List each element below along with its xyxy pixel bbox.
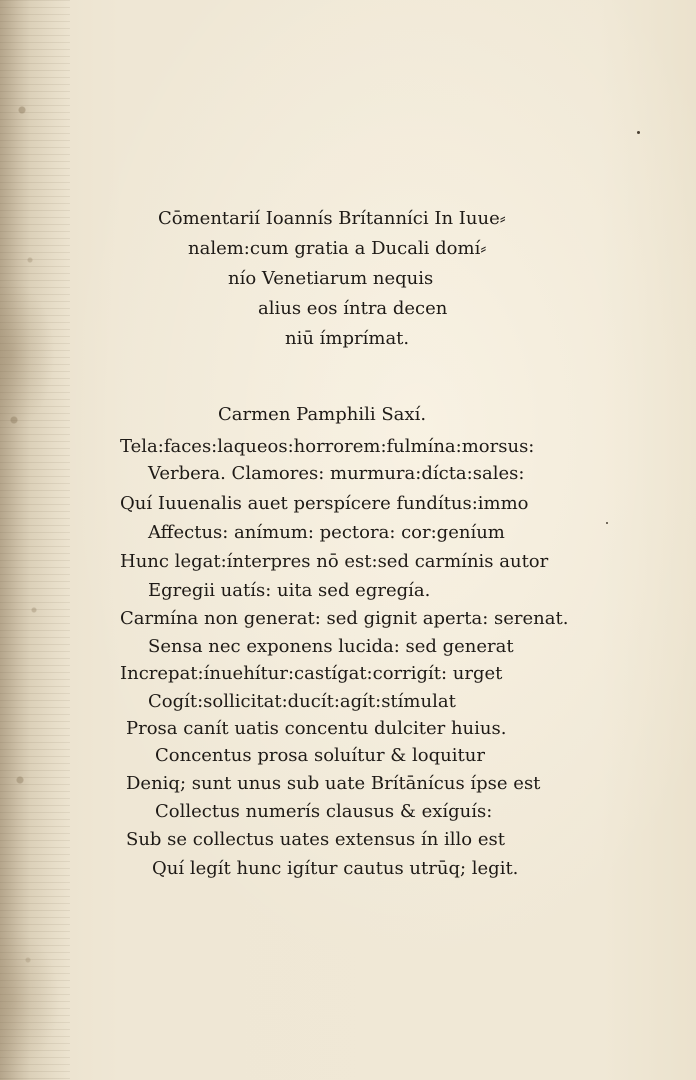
poem-line: Sub se collectus uates extensus ín illo est <box>126 829 505 850</box>
ink-speck <box>606 522 608 524</box>
poem-line: Cogít:sollicitat:ducít:agít:stímulat <box>148 691 456 712</box>
poem-line: Affectus: anímum: pectora: cor:geníum <box>148 522 505 543</box>
poem-heading: Carmen Pamphili Saxí. <box>218 404 427 425</box>
poem-line: Collectus numerís clausus & exíguís: <box>155 801 493 822</box>
title-line: alius eos íntra decen <box>258 298 448 319</box>
poem-line: Deniq; sunt unus sub uate Brítānícus ípse est <box>126 773 541 794</box>
poem-line: Tela:faces:laqueos:horrorem:fulmína:morsus: <box>120 436 535 457</box>
poem-line: Carmína non generat: sed gignit aperta: serenat. <box>120 608 569 629</box>
title-line: nalem:cum gratia a Ducali domí⸗ <box>188 238 487 259</box>
poem-line: Egregii uatís: uita sed egregía. <box>148 580 431 601</box>
title-line: Cōmentarií Ioannís Brítanníci In Iuue⸗ <box>158 208 506 229</box>
poem-line: Prosa canít uatis concentu dulciter huius. <box>126 718 507 739</box>
title-line: nío Venetiarum nequis <box>228 268 434 289</box>
binding-gutter <box>0 0 70 1080</box>
paper-stain <box>0 930 60 1070</box>
title-line: niū ímprímat. <box>285 328 410 349</box>
paper-stain <box>0 280 55 430</box>
poem-line: Hunc legat:ínterpres nō est:sed carmínis autor <box>120 551 549 572</box>
poem-line: Concentus prosa soluítur & loquitur <box>155 745 485 766</box>
poem-line: Verbera. Clamores: murmura:dícta:sales: <box>148 463 525 484</box>
poem-line: Sensa nec exponens lucida: sed generat <box>148 636 514 657</box>
poem-line: Quí legít hunc igítur cautus utrūq; legit. <box>152 858 519 879</box>
poem-line: Increpat:ínuehítur:castígat:corrigít: urget <box>120 663 503 684</box>
ink-speck <box>637 131 640 134</box>
poem-line: Quí Iuuenalis auet perspícere fundítus:immo <box>120 493 529 514</box>
